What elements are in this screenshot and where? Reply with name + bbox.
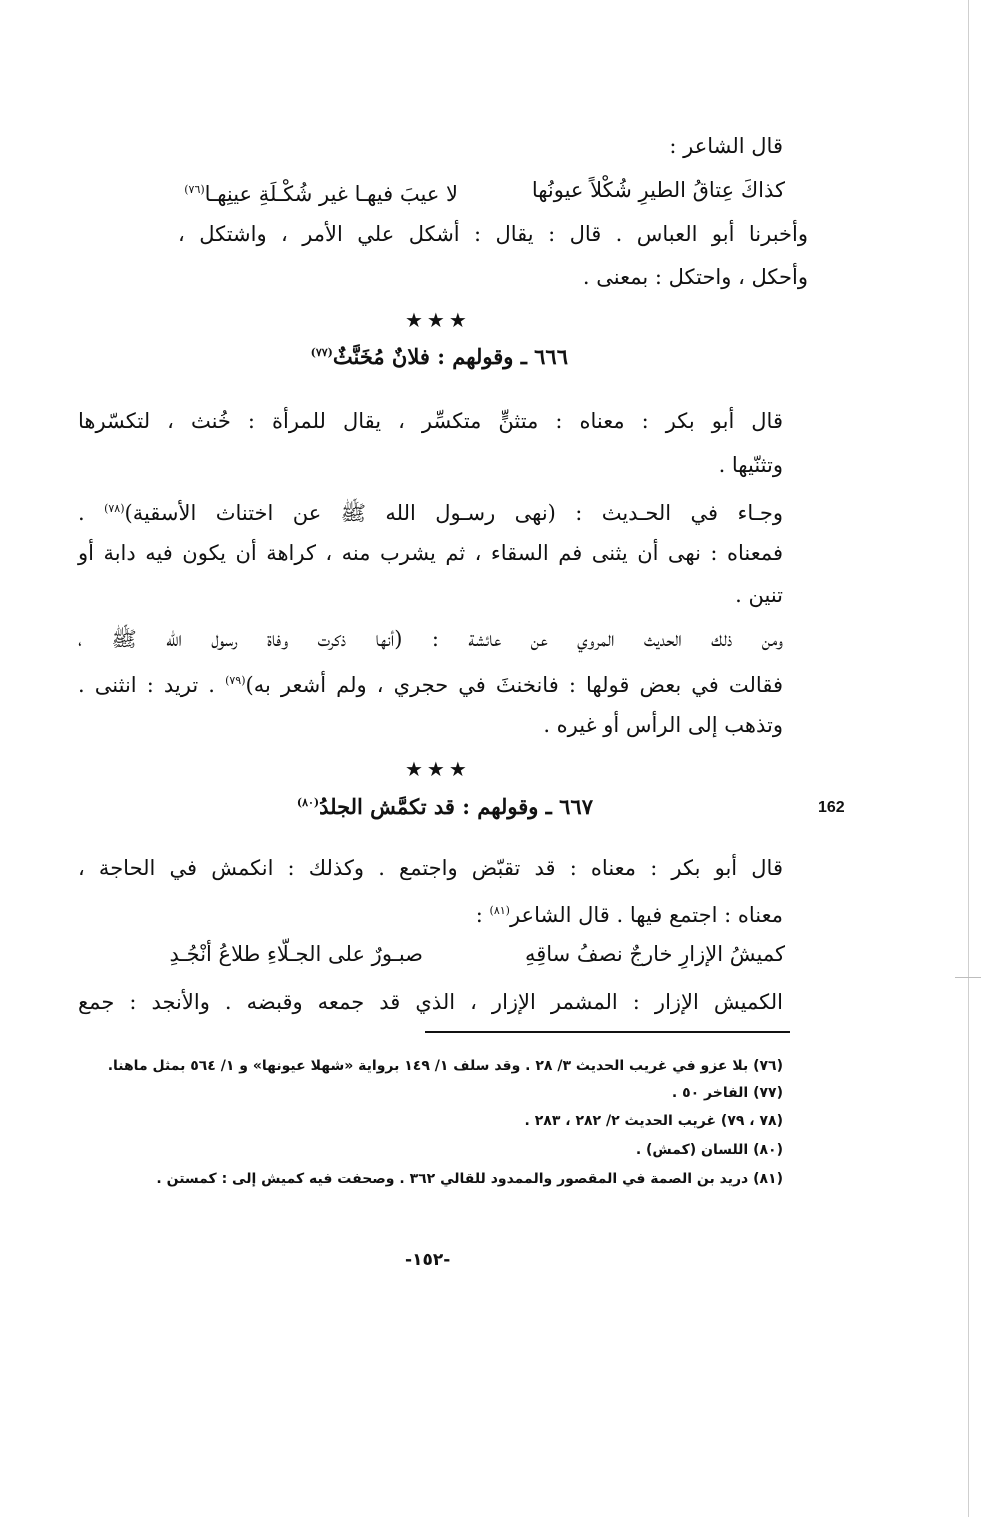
page-footer-number: -١٥٢- (405, 1250, 451, 1270)
footnote-ref-77: (٧٧) (310, 346, 333, 359)
verse2-second-hemistich: صبـورٌ على الجـلّاءِ طلاعُ أنْجُـدِ (169, 942, 423, 966)
para5-line2-end: : (475, 903, 490, 927)
para5-line2 (476, 891, 783, 935)
verse1-second-hemistich (184, 170, 458, 214)
para2-line2: وتثنّيها . (718, 453, 783, 477)
footnote-78-79: (٧٨ ، ٧٩) غريب الحديث ٢/ ٢٨٢ ، ٢٨٣ . (524, 1113, 783, 1129)
footnote-ref-79: (٧٩) (225, 674, 246, 687)
para3-line2: فمعناه : نهى أن يثنى فم السقاء ، ثم يشرب منه ، كراهة أن يكون فيه دابة أو (78, 541, 783, 565)
para4-line2 (78, 661, 783, 705)
para3-line1 (78, 489, 783, 533)
para2-line1: قال أبو بكر : معناه : متثنٍّ متكسِّر ، يقال للمرأة : خُنث ، لتكسّرها (78, 409, 783, 433)
footnote-ref-78: (٧٨) (104, 502, 125, 515)
verse2-first-hemistich: كميشُ الإزارِ خارجٌ نصفُ ساقِهِ (524, 942, 785, 966)
para3-line1-end: . (78, 501, 105, 525)
scan-edge-mark (955, 977, 981, 978)
margin-page-number: 162 (818, 799, 845, 816)
para4-line2-text: فقالت في بعض قولها : فانخنثَ في حجري ، ولم أشعر به) (245, 673, 783, 697)
para3-line3: تنين . (735, 583, 783, 607)
para1-line2: وأحكل ، واحتكل : بمعنى . (582, 265, 808, 289)
section-separator-stars: ★★★ (405, 308, 471, 332)
entry-heading-666 (311, 344, 568, 369)
footnote-80: (٨٠) اللسان (كمش) . (635, 1142, 783, 1158)
para4-line1: ومن ذلك الحديث المروي عن عائشة : (أنها ذكرت وفاة رسول الله ﷺ ، (78, 627, 783, 651)
footnote-separator-rule (425, 1031, 790, 1033)
section-separator-stars: ★★★ (405, 757, 471, 781)
scan-edge-line (968, 0, 969, 1517)
para5-line2-text: معناه : اجتمع فيها . قال الشاعر (509, 903, 783, 927)
para3-line1-text: وجـاء في الحـديث : (نهى رسـول الله ﷺ عن اختناث الأسقية) (124, 501, 783, 525)
para4-line3: وتذهب إلى الرأس أو غيره . (543, 713, 783, 737)
verse1-first-hemistich: كذاكَ عِتاقُ الطيرِ شُكْلاً عيونُها (531, 178, 785, 202)
footnote-ref-81: (٨١) (489, 904, 510, 917)
footnote-ref-80: (٨٠) (296, 796, 320, 809)
poem-intro: قال الشاعر : (669, 134, 783, 158)
para5-line1: قال أبو بكر : معناه : قد تقبّض واجتمع . وكذلك : انكمش في الحاجة ، (78, 856, 783, 880)
para4-line2-end: . تريد : انثنى . (78, 673, 226, 697)
footnote-76: (٧٦) بلا عزو في غريب الحديث ٣/ ٢٨ . وقد سلف ١/ ١٤٩ برواية «شهلا عيونها» و ١/ ٥٦٤ بمثل ماهنا. (107, 1058, 783, 1074)
footnote-81: (٨١) دريد بن الصمة في المقصور والممدود للقالي ٣٦٢ . وصحفت فيه كميش إلى : كمستن . (156, 1171, 783, 1187)
footnote-77: (٧٧) الفاخر ٥٠ . (671, 1085, 783, 1101)
verse1-second-text: لا عيبَ فيهـا غير شُكْـلَةِ عينِهـا (204, 182, 458, 206)
footnote-ref-76: (٧٦) (184, 183, 205, 196)
entry-heading-666-text: ٦٦٦ ـ وقولهم : فلانٌ مُخَنَّثٌ (332, 344, 568, 369)
para6-line1: الكميش الإزار : المشمر الإزار ، الذي قد جمعه وقبضه . والأنجد : جمع (78, 990, 783, 1014)
para1-line1: وأخبرنا أبو العباس . قال : يقال : أشكل علي الأمر ، واشتكل ، (178, 222, 808, 246)
entry-heading-667-text: ٦٦٧ ـ وقولهم : قد تكمَّش الجلدُ (319, 794, 593, 819)
entry-heading-667 (297, 794, 593, 819)
